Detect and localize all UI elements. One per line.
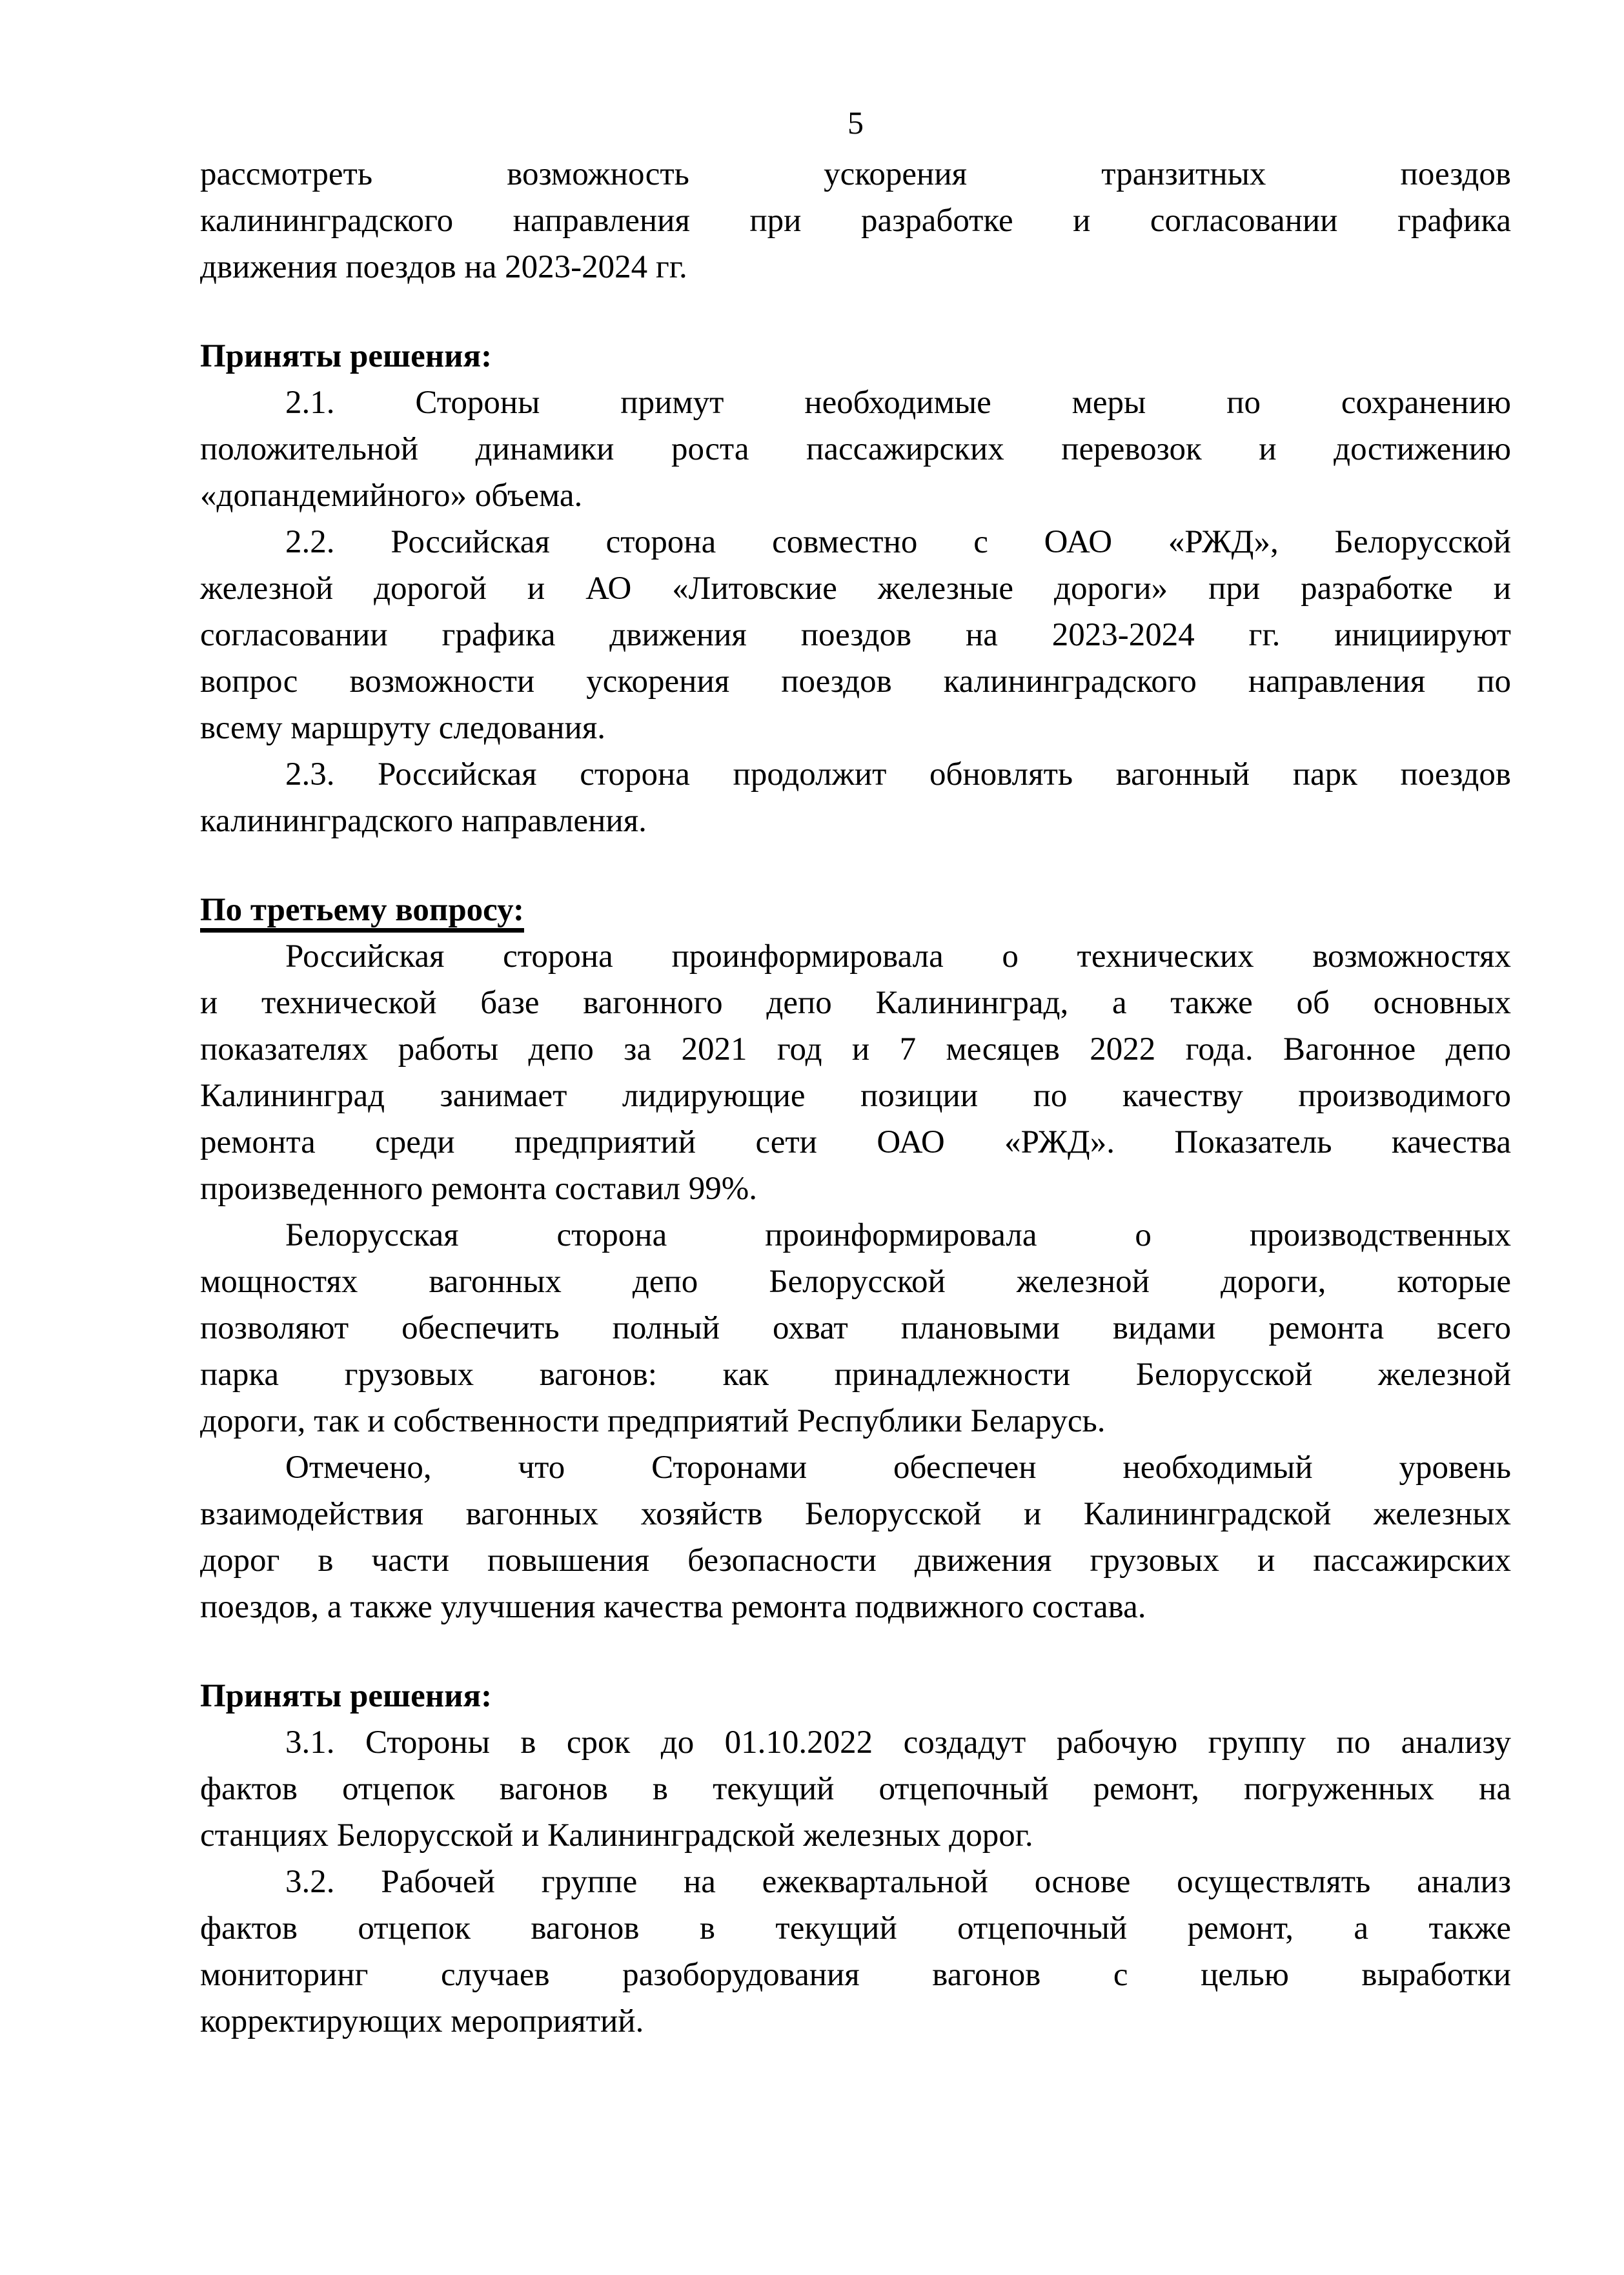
text-line: фактов отцепок вагонов в текущий отцепочный ремонт, а также <box>200 1910 1511 1946</box>
text-line: мониторинг случаев разоборудования вагонов с целью выработки <box>200 1957 1511 1993</box>
text-line: железной дорогой и АО «Литовские железные дороги» при разработке и <box>200 571 1511 607</box>
text-line: положительной динамики роста пассажирских перевозок и достижению <box>200 431 1511 467</box>
text-line: 2.1. Стороны примут необходимые меры по сохранению <box>285 385 1511 421</box>
text-line: 2.2. Российская сторона совместно с ОАО «РЖД», Белорусской <box>285 524 1511 560</box>
text-line: Российская сторона проинформировала о технических возможностях <box>285 938 1511 975</box>
text-line: калининградского направления при разработке и согласовании графика <box>200 203 1511 239</box>
text-line: Белорусская сторона проинформировала о производственных <box>285 1217 1511 1253</box>
section-heading: Приняты решения: <box>200 1678 492 1714</box>
document-content <box>200 151 1511 2045</box>
text-line: калининградского направления. <box>200 803 647 839</box>
text-line: согласовании графика движения поездов на 2023-2024 гг. инициируют <box>200 617 1511 653</box>
text-line: 3.1. Стороны в срок до 01.10.2022 создадут рабочую группу по анализу <box>285 1724 1511 1761</box>
text-line: корректирующих мероприятий. <box>200 2003 644 2039</box>
text-line: 3.2. Рабочей группе на ежеквартальной основе осуществлять анализ <box>285 1864 1511 1900</box>
text-line: поездов, а также улучшения качества ремонта подвижного состава. <box>200 1589 1146 1625</box>
paragraph <box>200 1859 1511 2045</box>
paragraph <box>200 379 1511 519</box>
text-line: показателях работы депо за 2021 год и 7 месяцев 2022 года. Вагонное депо <box>200 1031 1511 1067</box>
text-line: всему маршруту следования. <box>200 710 606 746</box>
text-line: парка грузовых вагонов: как принадлежности Белорусской железной <box>200 1357 1511 1393</box>
text-line: 2.3. Российская сторона продолжит обновлять вагонный парк поездов <box>285 756 1511 793</box>
paragraph <box>200 751 1511 844</box>
text-line: движения поездов на 2023-2024 гг. <box>200 249 687 285</box>
text-line: и технической базе вагонного депо Калининград, а также об основных <box>200 985 1511 1021</box>
section-heading: По третьему вопросу: <box>200 892 524 928</box>
text-line: станциях Белорусской и Калининградской железных дорог. <box>200 1817 1033 1854</box>
paragraph <box>200 1444 1511 1630</box>
text-line: Отмечено, что Сторонами обеспечен необходимый уровень <box>285 1450 1511 1486</box>
paragraph <box>200 1719 1511 1859</box>
page-number: 5 <box>848 105 864 141</box>
text-line: вопрос возможности ускорения поездов калининградского направления по <box>200 663 1511 700</box>
paragraph <box>200 1212 1511 1444</box>
text-line: фактов отцепок вагонов в текущий отцепочный ремонт, погруженных на <box>200 1771 1511 1807</box>
text-line: позволяют обеспечить полный охват плановыми видами ремонта всего <box>200 1310 1511 1346</box>
text-line: мощностях вагонных депо Белорусской железной дороги, которые <box>200 1264 1511 1300</box>
paragraph <box>200 519 1511 751</box>
text-line: «допандемийного» объема. <box>200 478 583 514</box>
text-line: рассмотреть возможность ускорения транзитных поездов <box>200 156 1511 192</box>
text-line: дорог в части повышения безопасности движения грузовых и пассажирских <box>200 1542 1511 1579</box>
section-heading: Приняты решения: <box>200 338 492 374</box>
paragraph <box>200 933 1511 1212</box>
text-line: дороги, так и собственности предприятий Республики Беларусь. <box>200 1403 1106 1439</box>
text-line: Калининград занимает лидирующие позиции по качеству производимого <box>200 1078 1511 1114</box>
paragraph <box>200 151 1511 290</box>
text-line: ремонта среди предприятий сети ОАО «РЖД». Показатель качества <box>200 1124 1511 1160</box>
text-line: произведенного ремонта составил 99%. <box>200 1171 757 1207</box>
text-line: взаимодействия вагонных хозяйств Белорусской и Калининградской железных <box>200 1496 1511 1532</box>
